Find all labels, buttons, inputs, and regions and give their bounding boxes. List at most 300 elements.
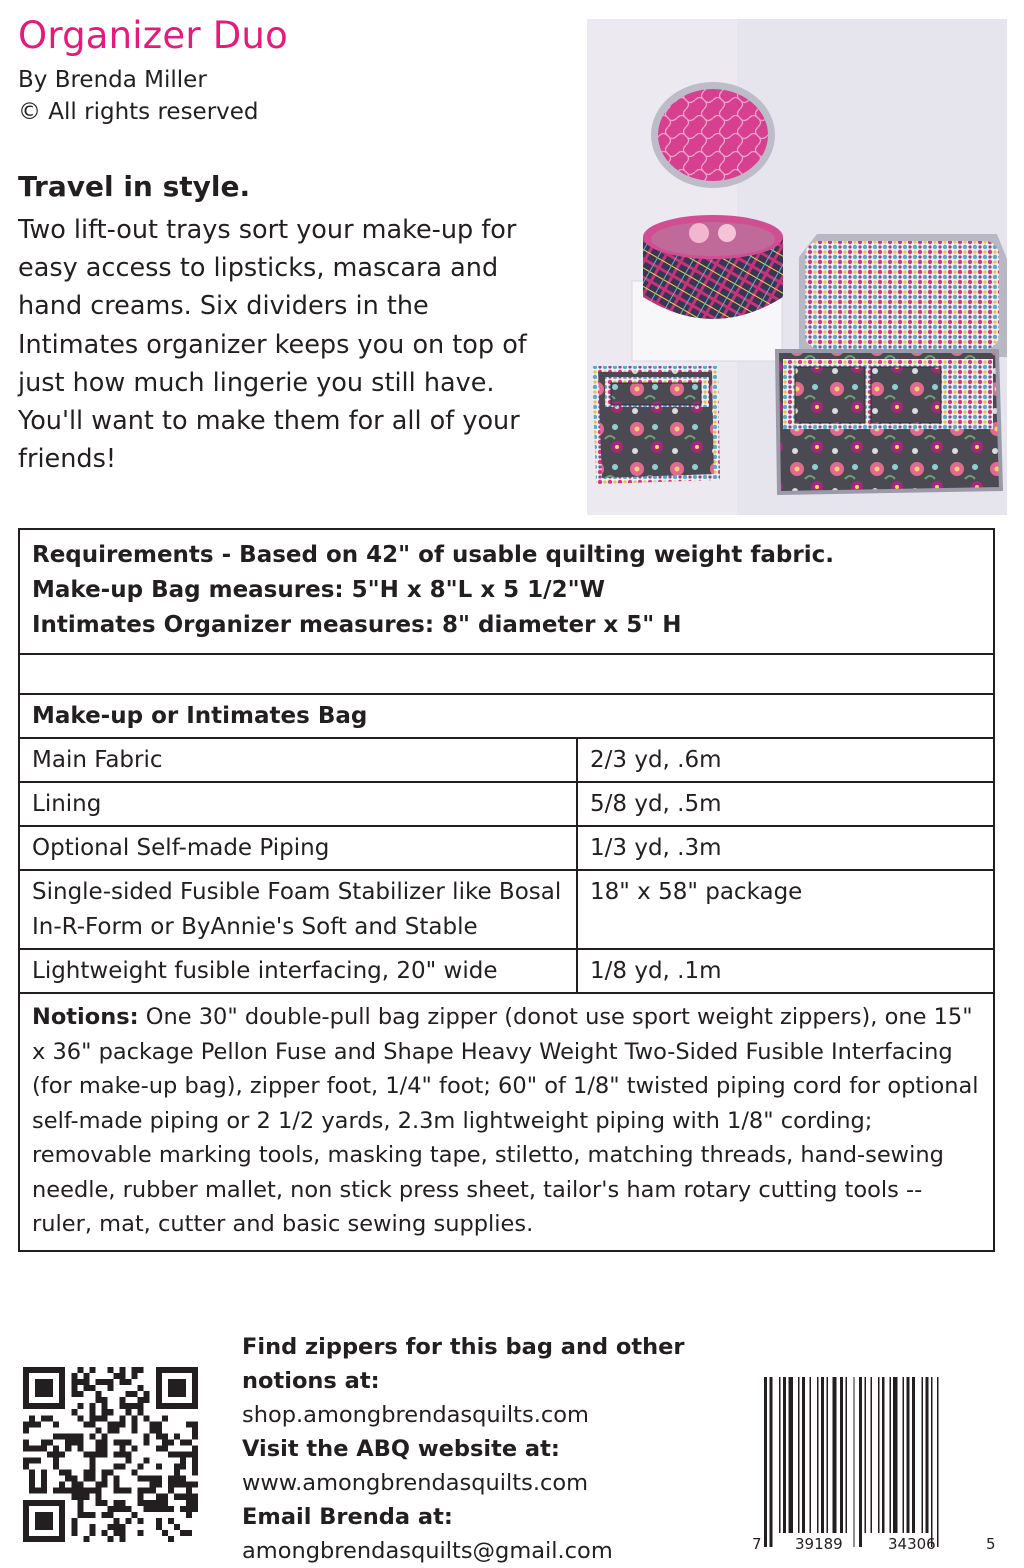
qr-module [150, 1427, 156, 1433]
qr-module [41, 1403, 47, 1409]
qr-module [126, 1409, 132, 1415]
qr-module [53, 1403, 59, 1409]
qr-module [180, 1506, 186, 1512]
qr-module [47, 1500, 53, 1506]
qr-module [101, 1379, 107, 1385]
qr-module [47, 1367, 53, 1373]
qr-module [89, 1415, 95, 1421]
qr-module [89, 1403, 95, 1409]
item-cell: Lining [19, 782, 577, 826]
qr-module [120, 1506, 126, 1512]
qr-module [120, 1367, 126, 1373]
qr-module [65, 1439, 71, 1445]
qr-module [107, 1421, 113, 1427]
qr-module [77, 1367, 83, 1373]
email-heading: Email Brenda at: [242, 1504, 453, 1530]
qr-module [77, 1433, 83, 1439]
qr-module [83, 1385, 89, 1391]
qr-module [192, 1464, 198, 1470]
qr-module [29, 1458, 35, 1464]
qr-module [23, 1439, 29, 1445]
qr-module [95, 1500, 101, 1506]
qr-module [114, 1482, 120, 1488]
qr-module [138, 1409, 144, 1415]
qr-module [71, 1530, 77, 1536]
qr-module [77, 1512, 83, 1518]
qr-module [41, 1385, 47, 1391]
qr-module [114, 1421, 120, 1427]
barcode-bar [865, 1377, 866, 1533]
qr-module [83, 1476, 89, 1482]
qr-module [126, 1518, 132, 1524]
barcode-bar [798, 1377, 799, 1533]
qr-module [156, 1385, 162, 1391]
qr-module [132, 1373, 138, 1379]
barcode-bar [937, 1377, 938, 1547]
qr-module [114, 1451, 120, 1457]
qr-module [138, 1500, 144, 1506]
qr-module [71, 1524, 77, 1530]
qr-module [23, 1367, 29, 1373]
qr-module [168, 1476, 174, 1482]
qr-module [107, 1379, 113, 1385]
requirements-line-3: Intimates Organizer measures: 8" diameter x 5" H [32, 612, 682, 638]
barcode-bar [846, 1377, 847, 1533]
qr-module [95, 1379, 101, 1385]
shop-link[interactable]: shop.amongbrendasquilts.com [242, 1402, 589, 1428]
zippers-heading: Find zippers for this bag and other notions at: [242, 1334, 685, 1394]
qr-module [150, 1421, 156, 1427]
qr-module [59, 1518, 65, 1524]
qr-module [144, 1476, 150, 1482]
notions-row [19, 993, 994, 1251]
qr-module [23, 1391, 29, 1397]
qr-module [107, 1409, 113, 1415]
qr-module [107, 1512, 113, 1518]
qr-module [174, 1367, 180, 1373]
qr-module [156, 1524, 162, 1530]
qr-module [180, 1482, 186, 1488]
qr-module [59, 1379, 65, 1385]
qr-module [35, 1367, 41, 1373]
qr-module [41, 1439, 47, 1445]
qr-module [83, 1379, 89, 1385]
qr-module [186, 1451, 192, 1457]
qr-module [186, 1367, 192, 1373]
qr-module [192, 1494, 198, 1500]
qr-module [23, 1506, 29, 1512]
qr-module [95, 1451, 101, 1457]
qr-module [53, 1367, 59, 1373]
qr-module [144, 1458, 150, 1464]
qr-module [156, 1500, 162, 1506]
qr-module [47, 1518, 53, 1524]
qr-module [174, 1379, 180, 1385]
qr-module [41, 1379, 47, 1385]
qr-module [29, 1367, 35, 1373]
qr-module [144, 1488, 150, 1494]
qr-module [95, 1494, 101, 1500]
qr-module [180, 1451, 186, 1457]
table-row [19, 738, 994, 782]
barcode-bar [931, 1377, 932, 1547]
qr-module [156, 1427, 162, 1433]
qr-module [138, 1397, 144, 1403]
qr-module [120, 1488, 126, 1494]
qr-module [192, 1470, 198, 1476]
qr-module [53, 1500, 59, 1506]
qr-module [65, 1433, 71, 1439]
qr-module [101, 1470, 107, 1476]
barcode-digit-1: 7 [752, 1535, 762, 1552]
qr-module [162, 1415, 168, 1421]
qr-module [77, 1494, 83, 1500]
qr-module [35, 1518, 41, 1524]
qr-module [114, 1524, 120, 1530]
notions-cell [19, 993, 994, 1251]
qr-module [126, 1391, 132, 1397]
qr-module [101, 1445, 107, 1451]
qr-module [168, 1451, 174, 1457]
qr-module [120, 1445, 126, 1451]
qr-module [77, 1379, 83, 1385]
barcode-bar [779, 1377, 780, 1533]
qr-module [120, 1439, 126, 1445]
qr-module [174, 1385, 180, 1391]
footer-contact [242, 1330, 712, 1568]
qr-module [174, 1433, 180, 1439]
qr-module [29, 1476, 35, 1482]
qr-module [23, 1458, 29, 1464]
qr-module [95, 1397, 101, 1403]
qr-module [132, 1445, 138, 1451]
empty-cell [19, 654, 994, 694]
qr-module [47, 1451, 53, 1457]
qr-module [71, 1433, 77, 1439]
qr-module [95, 1415, 101, 1421]
qr-module [23, 1518, 29, 1524]
qr-module [150, 1476, 156, 1482]
qr-module [126, 1458, 132, 1464]
qr-module [156, 1464, 162, 1470]
qr-module [107, 1385, 113, 1391]
qr-module [180, 1494, 186, 1500]
email-link[interactable]: amongbrendasquilts@gmail.com [242, 1538, 613, 1564]
notions-label: Notions: [32, 1004, 139, 1030]
qr-module [53, 1433, 59, 1439]
qr-module [174, 1524, 180, 1530]
qr-module [59, 1530, 65, 1536]
qr-module [89, 1530, 95, 1536]
barcode-bar [882, 1377, 885, 1533]
qr-module [59, 1512, 65, 1518]
qr-module [95, 1488, 101, 1494]
qr-module [186, 1439, 192, 1445]
qr-module [156, 1373, 162, 1379]
qr-module [162, 1500, 168, 1506]
barcode-bar [840, 1377, 843, 1533]
qr-module [53, 1421, 59, 1427]
qr-module [192, 1373, 198, 1379]
qr-module [47, 1415, 53, 1421]
qr-module [47, 1403, 53, 1409]
qr-module [47, 1536, 53, 1542]
qr-module [156, 1494, 162, 1500]
qr-module [59, 1373, 65, 1379]
qr-module [53, 1445, 59, 1451]
qr-code[interactable] [23, 1367, 198, 1542]
qr-module [59, 1433, 65, 1439]
qr-module [126, 1439, 132, 1445]
qr-module [120, 1415, 126, 1421]
qr-module [41, 1536, 47, 1542]
qr-module [180, 1458, 186, 1464]
qr-module [144, 1433, 150, 1439]
amount-cell: 1/8 yd, .1m [577, 949, 994, 993]
qr-module [120, 1379, 126, 1385]
qr-module [101, 1433, 107, 1439]
qr-module [53, 1536, 59, 1542]
qr-module [65, 1445, 71, 1451]
qr-module [23, 1403, 29, 1409]
qr-module [138, 1464, 144, 1470]
qr-module [162, 1367, 168, 1373]
qr-module [65, 1470, 71, 1476]
qr-module [35, 1445, 41, 1451]
qr-module [162, 1403, 168, 1409]
tagline: Travel in style. [18, 170, 251, 203]
qr-module [162, 1506, 168, 1512]
qr-module [144, 1415, 150, 1421]
qr-module [144, 1391, 150, 1397]
description [18, 211, 548, 478]
description-text: Two lift-out trays sort your make-up for easy access to lipsticks, mascara and hand creams. Six dividers in the Intimates organizer keeps you on top of just how much lingerie you still have. You'll want to make them for all of your friends! [18, 215, 527, 475]
qr-module [156, 1445, 162, 1451]
qr-module [174, 1494, 180, 1500]
qr-module [180, 1385, 186, 1391]
qr-module [23, 1524, 29, 1530]
qr-module [192, 1421, 198, 1427]
qr-module [59, 1524, 65, 1530]
qr-module [23, 1512, 29, 1518]
qr-module [192, 1427, 198, 1433]
barcode-bar [817, 1377, 818, 1533]
qr-module [132, 1512, 138, 1518]
qr-module [120, 1421, 126, 1427]
requirements-header [19, 529, 994, 654]
qr-module [41, 1512, 47, 1518]
barcode-bar [802, 1377, 805, 1533]
qr-module [29, 1445, 35, 1451]
qr-module [192, 1385, 198, 1391]
amount-cell: 2/3 yd, .6m [577, 738, 994, 782]
qr-module [144, 1500, 150, 1506]
qr-module [168, 1439, 174, 1445]
qr-module [168, 1403, 174, 1409]
qr-module [41, 1415, 47, 1421]
qr-module [138, 1494, 144, 1500]
qr-module [35, 1421, 41, 1427]
qr-module [35, 1488, 41, 1494]
barcode-bar [878, 1377, 879, 1533]
qr-module [71, 1379, 77, 1385]
qr-module [29, 1421, 35, 1427]
rights-line: © All rights reserved [18, 99, 259, 125]
qr-module [132, 1367, 138, 1373]
qr-module [77, 1439, 83, 1445]
qr-module [101, 1512, 107, 1518]
requirements-header-row [19, 529, 994, 654]
qr-module [101, 1530, 107, 1536]
qr-module [168, 1536, 174, 1542]
barcode-bar [907, 1377, 910, 1533]
qr-module [71, 1373, 77, 1379]
qr-module [65, 1476, 71, 1482]
qr-module [156, 1379, 162, 1385]
qr-module [107, 1536, 113, 1542]
qr-module [59, 1397, 65, 1403]
qr-module [156, 1403, 162, 1409]
qr-module [186, 1403, 192, 1409]
qr-module [29, 1470, 35, 1476]
qr-module [126, 1379, 132, 1385]
qr-module [192, 1379, 198, 1385]
qr-module [192, 1403, 198, 1409]
section-title: Make-up or Intimates Bag [19, 694, 994, 738]
qr-module [83, 1421, 89, 1427]
qr-module [47, 1439, 53, 1445]
byline-block [18, 64, 259, 128]
qr-module [156, 1391, 162, 1397]
qr-module [180, 1464, 186, 1470]
qr-module [71, 1439, 77, 1445]
qr-module [89, 1488, 95, 1494]
qr-module [83, 1488, 89, 1494]
qr-module [89, 1367, 95, 1373]
qr-module [192, 1458, 198, 1464]
qr-module [89, 1433, 95, 1439]
qr-module [71, 1476, 77, 1482]
qr-module [89, 1409, 95, 1415]
qr-module [162, 1494, 168, 1500]
qr-module [71, 1482, 77, 1488]
qr-module [47, 1391, 53, 1397]
qr-module [35, 1536, 41, 1542]
notions-text: One 30" double-pull bag zipper (donot use sport weight zippers), one 15" x 36" package Pellon Fuse and Shape Heavy Weight Two-Sided Fusible Interfacing (for make-up bag), zipper foot, 1/4" foot; 60" of 1/8" twisted piping cord for optional self-made piping or 2 1/2 yards, 2.3m lightweight piping with 1/8" cording; removable marking tools, masking tape, stiletto, matching threads, hand-sewing needle, rubber mallet, non stick press sheet, tailor's ham rotary cutting tools -- ruler, mat, cutter and basic sewing supplies. [32, 1004, 979, 1237]
qr-module [23, 1379, 29, 1385]
qr-module [35, 1379, 41, 1385]
qr-module [71, 1391, 77, 1397]
barcode [750, 1377, 998, 1552]
qr-module [77, 1415, 83, 1421]
qr-module [83, 1373, 89, 1379]
qr-module [192, 1397, 198, 1403]
qr-module [89, 1421, 95, 1427]
qr-module [53, 1464, 59, 1470]
qr-module [89, 1470, 95, 1476]
qr-module [59, 1391, 65, 1397]
qr-module [23, 1445, 29, 1451]
qr-module [35, 1500, 41, 1506]
qr-module [107, 1470, 113, 1476]
qr-module [53, 1458, 59, 1464]
qr-module [47, 1524, 53, 1530]
qr-module [132, 1427, 138, 1433]
qr-module [126, 1488, 132, 1494]
qr-module [95, 1482, 101, 1488]
qr-module [71, 1488, 77, 1494]
qr-module [132, 1421, 138, 1427]
qr-module [174, 1464, 180, 1470]
qr-module [83, 1512, 89, 1518]
qr-module [126, 1451, 132, 1457]
item-cell: Lightweight fusible interfacing, 20" wide [19, 949, 577, 993]
qr-module [65, 1488, 71, 1494]
qr-module [35, 1403, 41, 1409]
qr-module [101, 1397, 107, 1403]
qr-module [77, 1482, 83, 1488]
qr-module [101, 1403, 107, 1409]
barcode-digit-4: 5 [986, 1535, 996, 1552]
barcode-bar [893, 1377, 897, 1533]
qr-module [107, 1427, 113, 1433]
qr-module [29, 1482, 35, 1488]
qr-module [168, 1385, 174, 1391]
qr-module [192, 1433, 198, 1439]
item-cell: Main Fabric [19, 738, 577, 782]
page-title: Organizer Duo [18, 14, 288, 57]
qr-module [186, 1494, 192, 1500]
amount-cell: 5/8 yd, .5m [577, 782, 994, 826]
qr-module [168, 1379, 174, 1385]
qr-module [114, 1427, 120, 1433]
qr-module [41, 1476, 47, 1482]
qr-module [23, 1530, 29, 1536]
qr-module [83, 1494, 89, 1500]
qr-module [101, 1476, 107, 1482]
qr-module [114, 1530, 120, 1536]
qr-module [174, 1470, 180, 1476]
qr-module [120, 1536, 126, 1542]
qr-module [180, 1391, 186, 1397]
qr-module [186, 1512, 192, 1518]
qr-module [71, 1494, 77, 1500]
qr-module [41, 1482, 47, 1488]
qr-module [120, 1524, 126, 1530]
qr-module [180, 1367, 186, 1373]
qr-module [41, 1500, 47, 1506]
website-link[interactable]: www.amongbrendasquilts.com [242, 1470, 589, 1496]
qr-module [59, 1451, 65, 1457]
qr-module [174, 1451, 180, 1457]
qr-module [89, 1512, 95, 1518]
qr-module [89, 1464, 95, 1470]
requirements-table [18, 528, 995, 1252]
barcode-digits-3: 34306 [888, 1535, 936, 1552]
qr-module [23, 1373, 29, 1379]
qr-module [114, 1488, 120, 1494]
qr-module [180, 1530, 186, 1536]
qr-module [114, 1518, 120, 1524]
qr-module [120, 1451, 126, 1457]
qr-module [95, 1439, 101, 1445]
qr-module [41, 1470, 47, 1476]
amount-cell: 1/3 yd, .3m [577, 826, 994, 870]
qr-module [59, 1500, 65, 1506]
qr-module [71, 1385, 77, 1391]
qr-module [59, 1506, 65, 1512]
item-cell: Optional Self-made Piping [19, 826, 577, 870]
